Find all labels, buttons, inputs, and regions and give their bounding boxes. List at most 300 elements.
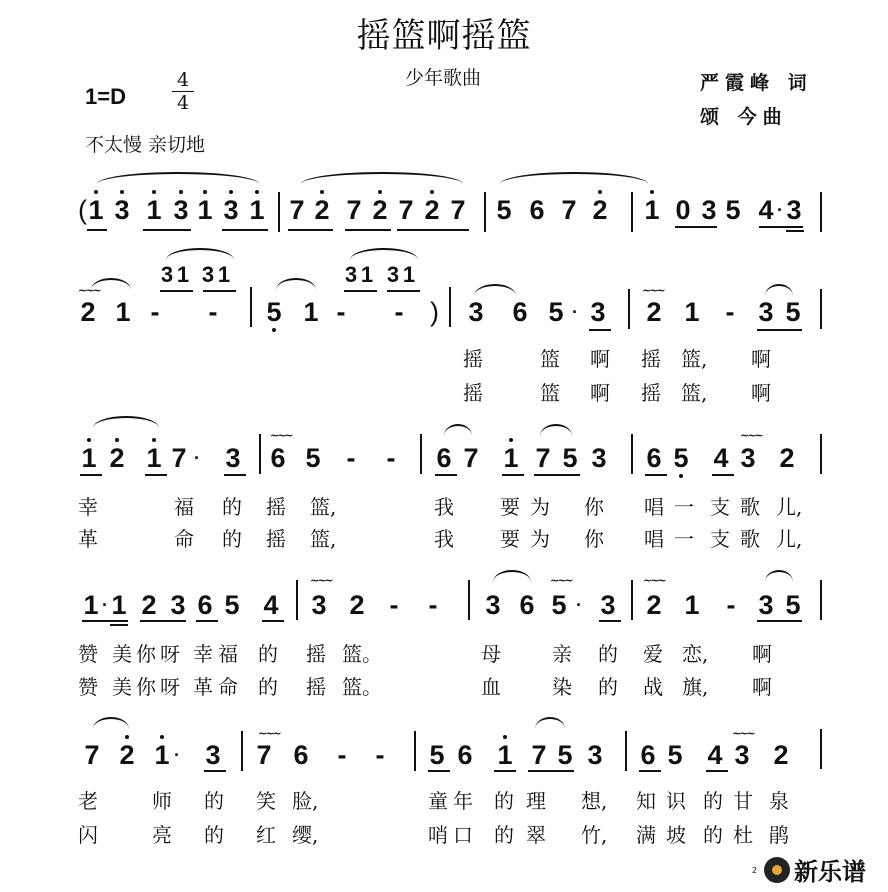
slur	[765, 284, 793, 296]
underline	[110, 624, 128, 626]
grace-note: 3	[160, 262, 174, 287]
slur	[500, 172, 648, 184]
lyric: 革	[78, 527, 98, 551]
lyric: 亲	[552, 642, 572, 666]
slur	[166, 248, 234, 260]
lyric: 泉	[769, 789, 789, 813]
note: 3	[758, 297, 774, 327]
underline	[80, 474, 102, 476]
lyric: 哨	[428, 823, 448, 847]
lyric: 革	[193, 675, 213, 699]
note: 1	[644, 195, 660, 225]
lyric: 儿,	[776, 495, 803, 519]
key-signature: 1=D	[85, 84, 126, 109]
lyric: 篮。	[342, 642, 382, 666]
lyric: 你	[136, 642, 156, 666]
lyric: 的	[204, 823, 224, 847]
underline	[435, 474, 457, 476]
underline	[397, 229, 469, 231]
underline	[675, 226, 717, 228]
note: 3	[205, 740, 221, 770]
underline	[757, 620, 802, 622]
note: 5	[305, 443, 321, 473]
lyric: 的	[258, 675, 278, 699]
note: 2	[773, 740, 789, 770]
lyric: 啊	[751, 381, 771, 405]
trill-mark: ~~~	[740, 429, 762, 442]
trill-mark: ~~~	[78, 284, 100, 297]
trill-mark: ~~~	[258, 727, 280, 740]
note: 5	[667, 740, 683, 770]
note: 2	[314, 195, 330, 225]
dot: ·	[576, 595, 582, 615]
note: 1	[111, 590, 127, 620]
note: 7	[531, 740, 547, 770]
barline	[628, 289, 630, 329]
note: 1	[81, 443, 97, 473]
lyric: 的	[598, 642, 618, 666]
note: 2	[646, 297, 662, 327]
note: -	[150, 297, 160, 327]
note: 5	[496, 195, 512, 225]
underline	[534, 474, 580, 476]
note: -	[726, 590, 736, 620]
note: 5	[562, 443, 578, 473]
lyric: 呀	[160, 675, 180, 699]
lyric: 鹃	[769, 823, 789, 847]
note: -	[725, 297, 735, 327]
lyric: 翠	[526, 823, 546, 847]
underline	[759, 226, 803, 228]
lyric: 要	[500, 527, 520, 551]
lyric: 为	[530, 527, 550, 551]
lyric: 坡	[666, 823, 686, 847]
note: 5	[551, 590, 567, 620]
lyric: 口	[453, 823, 473, 847]
lyricist: 严霞峰 词	[700, 72, 813, 94]
time-bottom: 4	[176, 92, 190, 114]
note: 3	[485, 590, 501, 620]
lyric: 命	[218, 675, 238, 699]
barline	[820, 729, 822, 769]
grace-note: 1	[402, 262, 416, 287]
note: 1	[115, 297, 131, 327]
barline	[449, 287, 451, 327]
note: 5	[785, 297, 801, 327]
barline	[484, 192, 486, 232]
note: 1	[154, 740, 170, 770]
lyric: 美	[112, 675, 132, 699]
lyric: 你	[136, 675, 156, 699]
lyric: 摇	[641, 347, 661, 371]
lyric: 赞	[78, 675, 98, 699]
lyric: 儿,	[776, 527, 803, 551]
underline	[204, 770, 226, 772]
note: 3	[468, 297, 484, 327]
barline	[250, 287, 252, 327]
lyric: 啊	[590, 347, 610, 371]
grace-note: 1	[360, 262, 374, 287]
lyric: 唱	[644, 495, 664, 519]
lyric: 杜	[733, 823, 753, 847]
lyric: 知	[636, 789, 656, 813]
lyric: 为	[530, 495, 550, 519]
note: 6	[436, 443, 452, 473]
trill-mark: ~~~	[643, 574, 665, 587]
underline	[589, 329, 611, 331]
slur	[93, 717, 129, 729]
note: 3	[701, 195, 717, 225]
note: 5	[785, 590, 801, 620]
lyric: 我	[434, 495, 454, 519]
barline	[241, 731, 243, 771]
underline	[344, 290, 377, 292]
underline	[757, 329, 802, 331]
lyric: 的	[703, 789, 723, 813]
note: 1	[83, 590, 99, 620]
lyric: 恋,	[682, 642, 709, 666]
note: 1	[146, 443, 162, 473]
slur	[535, 717, 565, 729]
slur	[474, 284, 516, 296]
slur	[350, 248, 418, 260]
lyric: 的	[598, 675, 618, 699]
note: 3	[758, 590, 774, 620]
barline	[820, 580, 822, 620]
note: 5	[557, 740, 573, 770]
dot: ·	[572, 302, 578, 322]
note: 7	[256, 740, 272, 770]
note: -	[386, 443, 396, 473]
logo-text: 新乐谱	[794, 858, 866, 886]
underline	[428, 770, 450, 772]
lyric: 战	[643, 675, 663, 699]
lyric: 你	[584, 527, 604, 551]
underline	[288, 229, 333, 231]
lyric: 识	[666, 789, 686, 813]
note: 2	[372, 195, 388, 225]
lyric: 啊	[752, 642, 772, 666]
song-subtitle: 少年歌曲	[405, 67, 482, 89]
barline	[820, 434, 822, 474]
note: 0	[675, 195, 691, 225]
barline	[296, 580, 298, 620]
underline	[160, 290, 193, 292]
grace-note: 1	[217, 262, 231, 287]
underline	[599, 620, 621, 622]
lyric: 血	[481, 675, 501, 699]
lyric: 赞	[78, 642, 98, 666]
note: 5	[673, 443, 689, 473]
note: -	[208, 297, 218, 327]
slur	[444, 424, 472, 436]
tempo-marking: 不太慢 亲切地	[85, 134, 206, 156]
lyric: 竹,	[581, 823, 608, 847]
note: 3	[173, 195, 189, 225]
note: 7	[289, 195, 305, 225]
underline	[712, 474, 734, 476]
lyric: 笑	[256, 789, 276, 813]
lyric: 命	[174, 527, 194, 551]
underline	[345, 229, 391, 231]
lyric: 福	[174, 495, 194, 519]
note: 7	[84, 740, 100, 770]
note: -	[336, 297, 346, 327]
close-paren: )	[430, 297, 439, 327]
barline	[631, 434, 633, 474]
note: 2	[80, 297, 96, 327]
note: 2	[646, 590, 662, 620]
note: 4	[263, 590, 279, 620]
note: 3	[600, 590, 616, 620]
note: 1	[197, 195, 213, 225]
note: 3	[740, 443, 756, 473]
lyric: 的	[703, 823, 723, 847]
note: 7	[463, 443, 479, 473]
trill-mark: ~~~	[270, 429, 292, 442]
open-paren: (	[78, 195, 87, 225]
underline	[87, 229, 107, 231]
time-signature	[172, 70, 194, 113]
lyric: 支	[710, 527, 730, 551]
note: 4	[707, 740, 723, 770]
lyric: 年	[453, 789, 473, 813]
note: 2	[424, 195, 440, 225]
lyric: 歌	[740, 527, 760, 551]
note: -	[428, 590, 438, 620]
note: 3	[114, 195, 130, 225]
lyric: 幸	[193, 642, 213, 666]
lyric: 脸,	[292, 789, 319, 813]
lyric: 的	[204, 789, 224, 813]
note: 3	[223, 195, 239, 225]
note: 1	[303, 297, 319, 327]
dot: ·	[194, 448, 200, 468]
lyric: 一	[674, 527, 694, 551]
barline	[820, 192, 822, 232]
lyric: 缨,	[292, 823, 319, 847]
note: 3	[786, 195, 802, 225]
note: 6	[270, 443, 286, 473]
underline	[387, 290, 420, 292]
underline	[224, 474, 246, 476]
note: 1	[146, 195, 162, 225]
note: 5	[429, 740, 445, 770]
slur	[276, 278, 316, 290]
note: 1	[497, 740, 513, 770]
note: 3	[225, 443, 241, 473]
underline	[143, 229, 191, 231]
note: 7	[561, 195, 577, 225]
lyric: 福	[218, 642, 238, 666]
note: 4	[713, 443, 729, 473]
underline	[639, 770, 661, 772]
barline	[259, 434, 261, 474]
lyric: 啊	[751, 347, 771, 371]
underline	[140, 620, 186, 622]
lyric: 爱	[643, 642, 663, 666]
credits	[700, 66, 813, 134]
dot: ·	[102, 595, 108, 615]
note: 5	[548, 297, 564, 327]
note: 6	[529, 195, 545, 225]
lyric: 童	[428, 789, 448, 813]
trill-mark: ~~~	[550, 574, 572, 587]
lyric: 的	[258, 642, 278, 666]
note: 6	[197, 590, 213, 620]
note: 2	[141, 590, 157, 620]
note: 3	[590, 297, 606, 327]
site-logo[interactable]	[764, 852, 866, 887]
barline	[278, 192, 280, 232]
note: -	[394, 297, 404, 327]
slur	[540, 424, 572, 436]
note: 7	[450, 195, 466, 225]
underline	[196, 620, 218, 622]
slur	[93, 416, 159, 428]
lyric: 老	[78, 789, 98, 813]
underline	[645, 474, 667, 476]
lyric: 篮。	[342, 675, 382, 699]
note: 3	[170, 590, 186, 620]
lyric: 师	[152, 789, 172, 813]
note: -	[389, 590, 399, 620]
lyric: 篮	[540, 381, 560, 405]
lyric: 染	[552, 675, 572, 699]
underline	[502, 474, 524, 476]
lyric: 闪	[78, 823, 98, 847]
underline	[706, 770, 728, 772]
lyric: 的	[222, 495, 242, 519]
underline	[528, 770, 574, 772]
lyric: 甘	[733, 789, 753, 813]
note: 3	[311, 590, 327, 620]
note: -	[375, 740, 385, 770]
lyric: 理	[526, 789, 546, 813]
underline	[145, 474, 167, 476]
lyric: 支	[710, 495, 730, 519]
lyric: 呀	[160, 642, 180, 666]
trill-mark: ~~~	[642, 284, 664, 297]
song-title: 摇篮啊摇篮	[356, 16, 532, 56]
vinyl-disc-icon	[764, 857, 790, 883]
note: 1	[503, 443, 519, 473]
note: 5	[266, 297, 282, 327]
lyric: 旗,	[682, 675, 709, 699]
note: 5	[224, 590, 240, 620]
grace-note: 1	[176, 262, 190, 287]
note: 2	[109, 443, 125, 473]
note: 4	[758, 195, 774, 225]
barline	[468, 580, 470, 620]
note: -	[346, 443, 356, 473]
grace-note: 3	[386, 262, 400, 287]
lyric: 篮,	[310, 527, 337, 551]
lyric: 篮,	[681, 381, 708, 405]
lyric: 摇	[266, 527, 286, 551]
slur	[301, 172, 463, 184]
lyric: 歌	[740, 495, 760, 519]
grace-note: 3	[201, 262, 215, 287]
page-number: 2	[752, 866, 758, 875]
underline	[222, 229, 268, 231]
lyric: 篮,	[310, 495, 337, 519]
lyric: 你	[584, 495, 604, 519]
lyric: 唱	[644, 527, 664, 551]
slur	[765, 570, 793, 582]
note: 7	[535, 443, 551, 473]
note: 2	[779, 443, 795, 473]
note: 3	[734, 740, 750, 770]
slur	[97, 172, 259, 184]
lyric: 啊	[752, 675, 772, 699]
note: 2	[119, 740, 135, 770]
note: 6	[457, 740, 473, 770]
lyric: 摇	[266, 495, 286, 519]
note: 1	[684, 297, 700, 327]
note: 3	[591, 443, 607, 473]
lyric: 啊	[590, 381, 610, 405]
lyric: 亮	[152, 823, 172, 847]
lyric: 要	[500, 495, 520, 519]
barline	[420, 434, 422, 474]
lyric: 摇	[306, 642, 326, 666]
note: 7	[346, 195, 362, 225]
trill-mark: ~~~	[310, 574, 332, 587]
underline	[262, 620, 284, 622]
trill-mark: ~~~	[732, 727, 754, 740]
note: 7	[171, 443, 187, 473]
lyric: 摇	[463, 381, 483, 405]
composer: 颂 今曲	[700, 106, 788, 128]
lyric: 摇	[306, 675, 326, 699]
lyric: 摇	[641, 381, 661, 405]
note: 6	[519, 590, 535, 620]
underline	[494, 770, 516, 772]
note: 1	[684, 590, 700, 620]
barline	[414, 731, 416, 771]
note: 1	[249, 195, 265, 225]
note: 6	[512, 297, 528, 327]
note: 1	[88, 195, 104, 225]
lyric: 母	[481, 642, 501, 666]
underline	[786, 230, 804, 232]
note: 6	[293, 740, 309, 770]
lyric: 一	[674, 495, 694, 519]
barline	[631, 580, 633, 620]
dot: ·	[777, 200, 783, 220]
lyric: 美	[112, 642, 132, 666]
dot: ·	[174, 745, 180, 765]
note: 5	[725, 195, 741, 225]
barline	[820, 289, 822, 329]
lyric: 我	[434, 527, 454, 551]
note: 6	[646, 443, 662, 473]
barline	[625, 731, 627, 771]
grace-note: 3	[344, 262, 358, 287]
lyric: 篮	[540, 347, 560, 371]
lyric: 摇	[463, 347, 483, 371]
lyric: 幸	[78, 495, 98, 519]
underline	[82, 620, 128, 622]
barline	[631, 192, 633, 232]
lyric: 的	[494, 823, 514, 847]
lyric: 想,	[581, 789, 608, 813]
note: -	[337, 740, 347, 770]
note: 7	[398, 195, 414, 225]
lyric: 的	[222, 527, 242, 551]
slur	[91, 278, 131, 290]
